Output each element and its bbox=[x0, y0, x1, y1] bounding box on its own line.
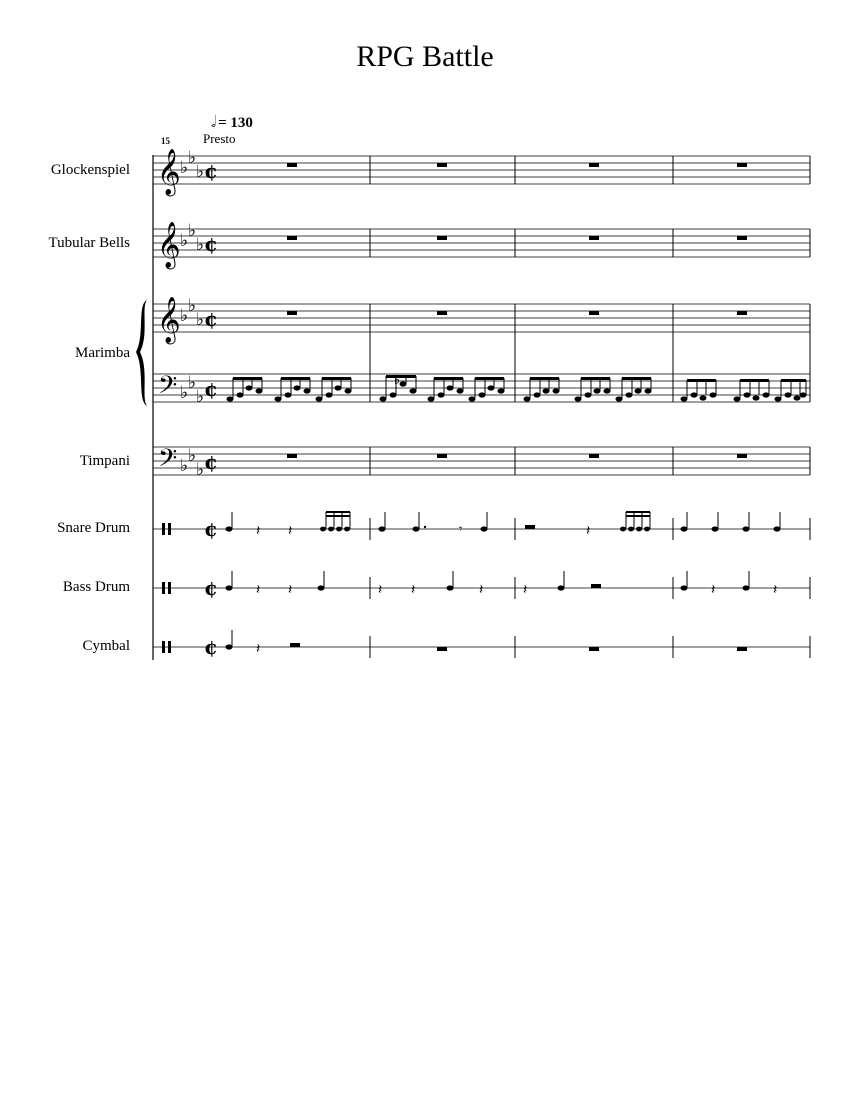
bass-clef-icon: 𝄢 bbox=[158, 444, 178, 479]
svg-text:♭: ♭ bbox=[196, 387, 205, 407]
svg-text:¢: ¢ bbox=[204, 159, 218, 183]
svg-text:𝄽: 𝄽 bbox=[586, 523, 591, 539]
key-signature-flats bbox=[180, 148, 204, 480]
tempo-value: = 130 bbox=[218, 115, 253, 131]
treble-clef-icon: 𝄞 bbox=[157, 297, 181, 343]
score-title: RPG Battle bbox=[356, 40, 494, 73]
staff-tubular-bells bbox=[153, 229, 810, 257]
staff-timpani bbox=[153, 447, 810, 475]
svg-text:♭: ♭ bbox=[180, 456, 189, 476]
svg-text:♭: ♭ bbox=[196, 460, 205, 480]
half-note-icon: 𝅗𝅥 bbox=[211, 114, 217, 131]
brace-icon bbox=[136, 300, 147, 406]
svg-text:𝄾: 𝄾 bbox=[459, 522, 463, 536]
svg-text:♭: ♭ bbox=[180, 383, 189, 403]
svg-text:¢: ¢ bbox=[204, 450, 218, 474]
svg-text:𝄽: 𝄽 bbox=[288, 523, 293, 539]
instrument-label-cymbal: Cymbal bbox=[82, 638, 130, 654]
svg-text:♭: ♭ bbox=[188, 296, 197, 316]
svg-text:𝄽: 𝄽 bbox=[378, 582, 383, 598]
percussion-notes bbox=[226, 511, 781, 657]
instrument-label-timpani: Timpani bbox=[79, 453, 130, 469]
marimba-bass-notes bbox=[227, 373, 807, 402]
svg-text:¢: ¢ bbox=[204, 377, 218, 401]
instrument-label-glockenspiel: Glockenspiel bbox=[50, 162, 130, 178]
svg-text:𝄽: 𝄽 bbox=[256, 523, 261, 539]
measure-number: 15 bbox=[161, 136, 170, 146]
svg-text:♭: ♭ bbox=[188, 221, 197, 241]
svg-text:♭: ♭ bbox=[180, 306, 189, 326]
svg-text:𝄽: 𝄽 bbox=[256, 641, 261, 657]
svg-text:¢: ¢ bbox=[204, 232, 218, 256]
instrument-label-marimba: Marimba bbox=[75, 345, 130, 361]
svg-text:♭: ♭ bbox=[394, 373, 401, 388]
cut-time-icon bbox=[204, 159, 218, 659]
instrument-label-tubular-bells: Tubular Bells bbox=[48, 235, 130, 251]
svg-text:♭: ♭ bbox=[188, 148, 197, 168]
svg-text:♭: ♭ bbox=[180, 158, 189, 178]
svg-text:¢: ¢ bbox=[204, 307, 218, 331]
treble-clef-icon: 𝄞 bbox=[157, 222, 181, 268]
svg-text:𝄽: 𝄽 bbox=[288, 582, 293, 598]
svg-text:♭: ♭ bbox=[188, 373, 197, 393]
svg-text:♭: ♭ bbox=[196, 310, 205, 330]
svg-text:𝄽: 𝄽 bbox=[523, 582, 528, 598]
svg-text:𝄽: 𝄽 bbox=[479, 582, 484, 598]
svg-text:♭: ♭ bbox=[196, 162, 205, 182]
svg-text:¢: ¢ bbox=[204, 517, 218, 541]
svg-text:¢: ¢ bbox=[204, 576, 218, 600]
instrument-label-snare-drum: Snare Drum bbox=[57, 520, 130, 536]
svg-text:¢: ¢ bbox=[204, 635, 218, 659]
bass-clef-icon: 𝄢 bbox=[158, 371, 178, 406]
staff-marimba-treble bbox=[153, 304, 810, 332]
instrument-label-bass-drum: Bass Drum bbox=[62, 579, 130, 595]
svg-text:♭: ♭ bbox=[180, 231, 189, 251]
svg-text:𝄽: 𝄽 bbox=[256, 582, 261, 598]
svg-text:𝄽: 𝄽 bbox=[411, 582, 416, 598]
expression-marking: Presto bbox=[203, 131, 236, 146]
treble-clef-icon: 𝄞 bbox=[157, 149, 181, 195]
svg-text:♭: ♭ bbox=[188, 446, 197, 466]
svg-text:♭: ♭ bbox=[196, 235, 205, 255]
svg-text:𝄽: 𝄽 bbox=[773, 582, 778, 598]
staff-glockenspiel bbox=[153, 156, 810, 184]
svg-text:𝄽: 𝄽 bbox=[711, 582, 716, 598]
